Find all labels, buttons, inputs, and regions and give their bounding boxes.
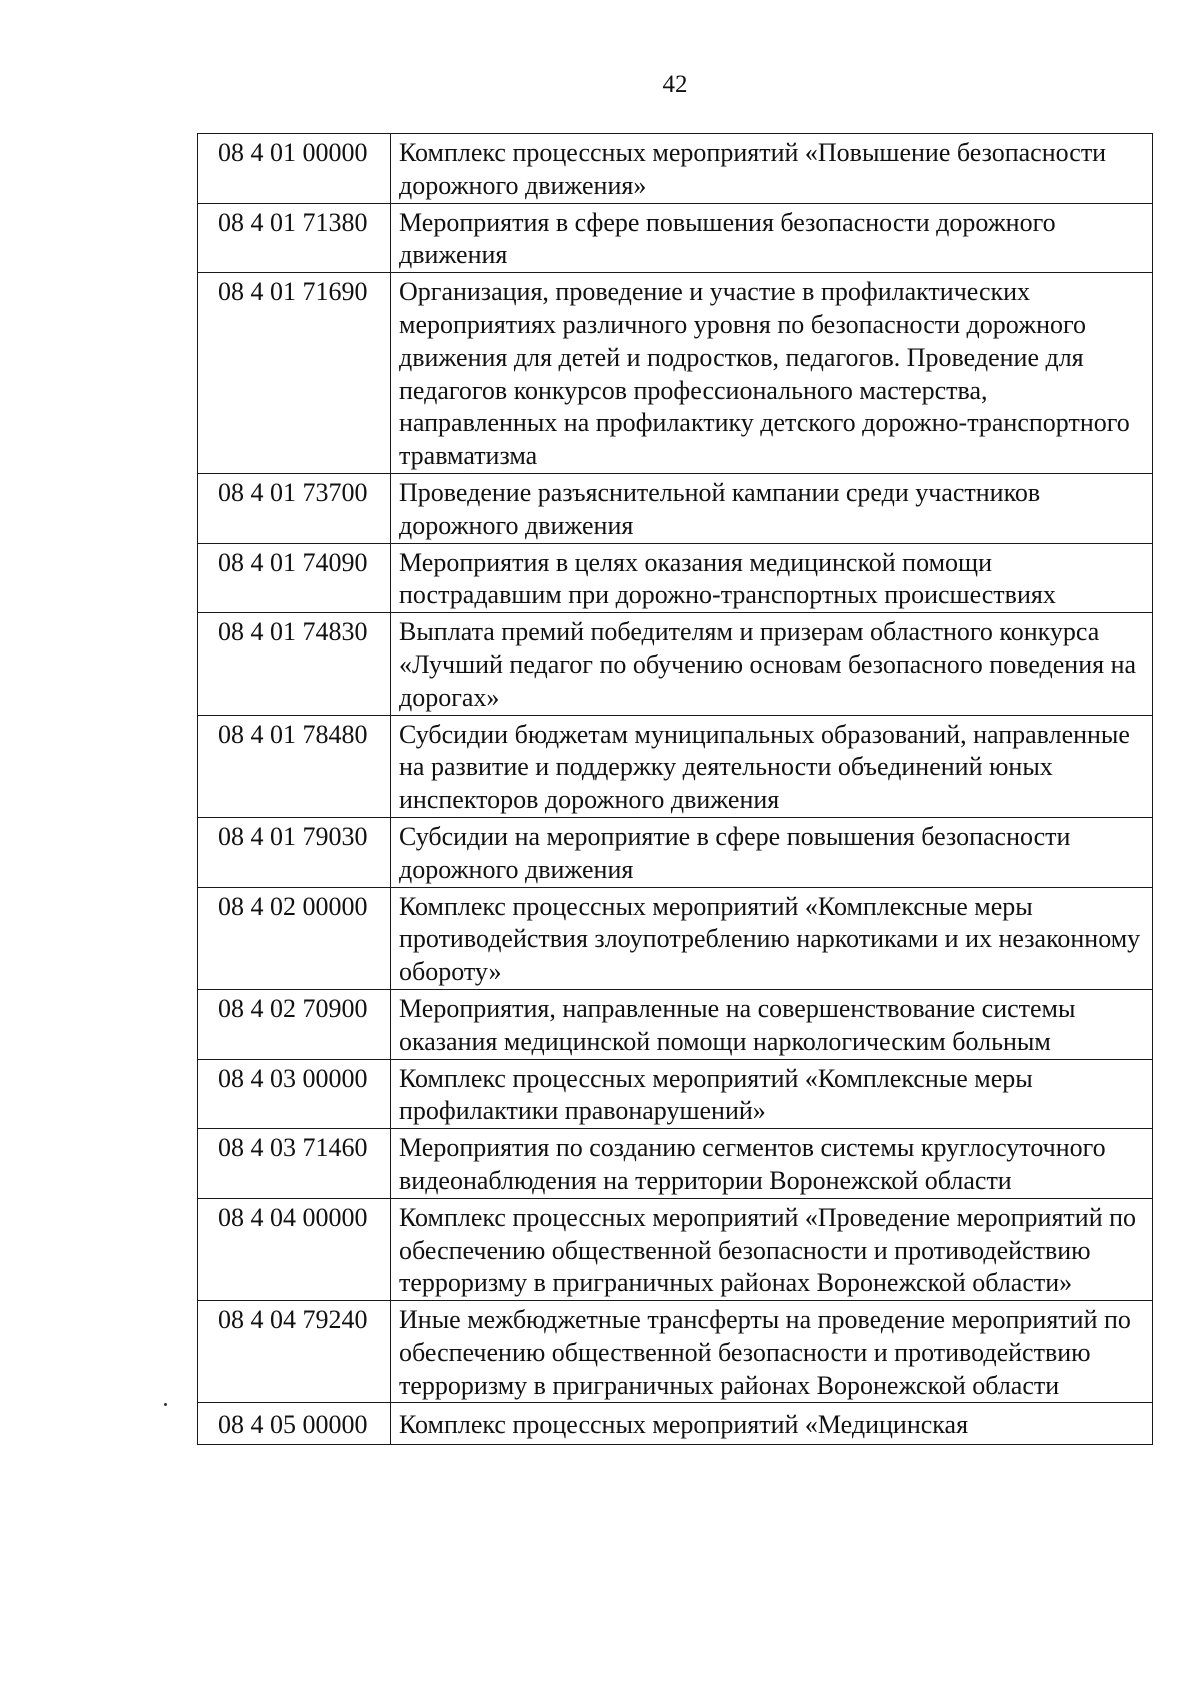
row-code: 08 4 03 00000	[198, 1059, 391, 1129]
row-description: Комплекс процессных мероприятий «Комплексные меры профилактики правонарушений»	[391, 1059, 1153, 1129]
row-description: Выплата премий победителям и призерам областного конкурса «Лучший педагог по обучению основам безопасного поведения на дорогах»	[391, 613, 1153, 715]
row-code: 08 4 01 71380	[198, 203, 391, 273]
budget-classification-table	[197, 133, 1153, 1445]
row-code: 08 4 04 00000	[198, 1198, 391, 1300]
row-description: Организация, проведение и участие в профилактических мероприятиях различного уровня по безопасности дорожного движения для детей и подростков, педагогов. Проведение для педагогов конкурсов профессионального мастерства, направленных на профилактику детского дорожно-транспортного травматизма	[391, 273, 1153, 474]
page-number: 42	[662, 71, 688, 98]
table-row	[198, 1403, 1153, 1445]
row-code: 08 4 01 78480	[198, 715, 391, 817]
row-code: 08 4 01 00000	[198, 134, 391, 204]
row-code: 08 4 02 70900	[198, 989, 391, 1059]
table-row	[198, 543, 1153, 613]
row-code: 08 4 01 79030	[198, 817, 391, 887]
row-description: Мероприятия, направленные на совершенствование системы оказания медицинской помощи наркологическим больным	[391, 989, 1153, 1059]
row-description: Комплекс процессных мероприятий «Повышение безопасности дорожного движения»	[391, 134, 1153, 204]
scan-speck-mark	[164, 1403, 167, 1406]
table-row	[198, 1129, 1153, 1199]
row-code: 08 4 02 00000	[198, 887, 391, 989]
table-row	[198, 613, 1153, 715]
row-code: 08 4 05 00000	[198, 1403, 391, 1445]
row-description: Мероприятия в целях оказания медицинской помощи пострадавшим при дорожно-транспортных происшествиях	[391, 543, 1153, 613]
table-row	[198, 1198, 1153, 1300]
row-description: Проведение разъяснительной кампании среди участников дорожного движения	[391, 473, 1153, 543]
row-description: Комплекс процессных мероприятий «Комплексные меры противодействия злоупотреблению наркотиками и их незаконному обороту»	[391, 887, 1153, 989]
table-row	[198, 273, 1153, 474]
table-row	[198, 989, 1153, 1059]
table-row	[198, 1059, 1153, 1129]
row-code: 08 4 04 79240	[198, 1301, 391, 1403]
table-row	[198, 203, 1153, 273]
row-code: 08 4 01 74090	[198, 543, 391, 613]
row-description: Мероприятия в сфере повышения безопасности дорожного движения	[391, 203, 1153, 273]
row-description: Субсидии на мероприятие в сфере повышения безопасности дорожного движения	[391, 817, 1153, 887]
row-code: 08 4 01 73700	[198, 473, 391, 543]
row-description: Иные межбюджетные трансферты на проведение мероприятий по обеспечению общественной безопасности и противодействию терроризму в приграничных районах Воронежской области	[391, 1301, 1153, 1403]
row-description: Комплекс процессных мероприятий «Проведение мероприятий по обеспечению общественной безопасности и противодействию терроризму в приграничных районах Воронежской области»	[391, 1198, 1153, 1300]
table-row	[198, 134, 1153, 204]
row-code: 08 4 01 71690	[198, 273, 391, 474]
row-code: 08 4 01 74830	[198, 613, 391, 715]
row-description: Мероприятия по созданию сегментов системы круглосуточного видеонаблюдения на территории Воронежской области	[391, 1129, 1153, 1199]
table-row	[198, 473, 1153, 543]
table-row	[198, 887, 1153, 989]
table-row	[198, 1301, 1153, 1403]
row-code: 08 4 03 71460	[198, 1129, 391, 1199]
table-row	[198, 715, 1153, 817]
table-row	[198, 817, 1153, 887]
row-description: Комплекс процессных мероприятий «Медицинская	[391, 1403, 1153, 1445]
row-description: Субсидии бюджетам муниципальных образований, направленные на развитие и поддержку деятельности объединений юных инспекторов дорожного движения	[391, 715, 1153, 817]
